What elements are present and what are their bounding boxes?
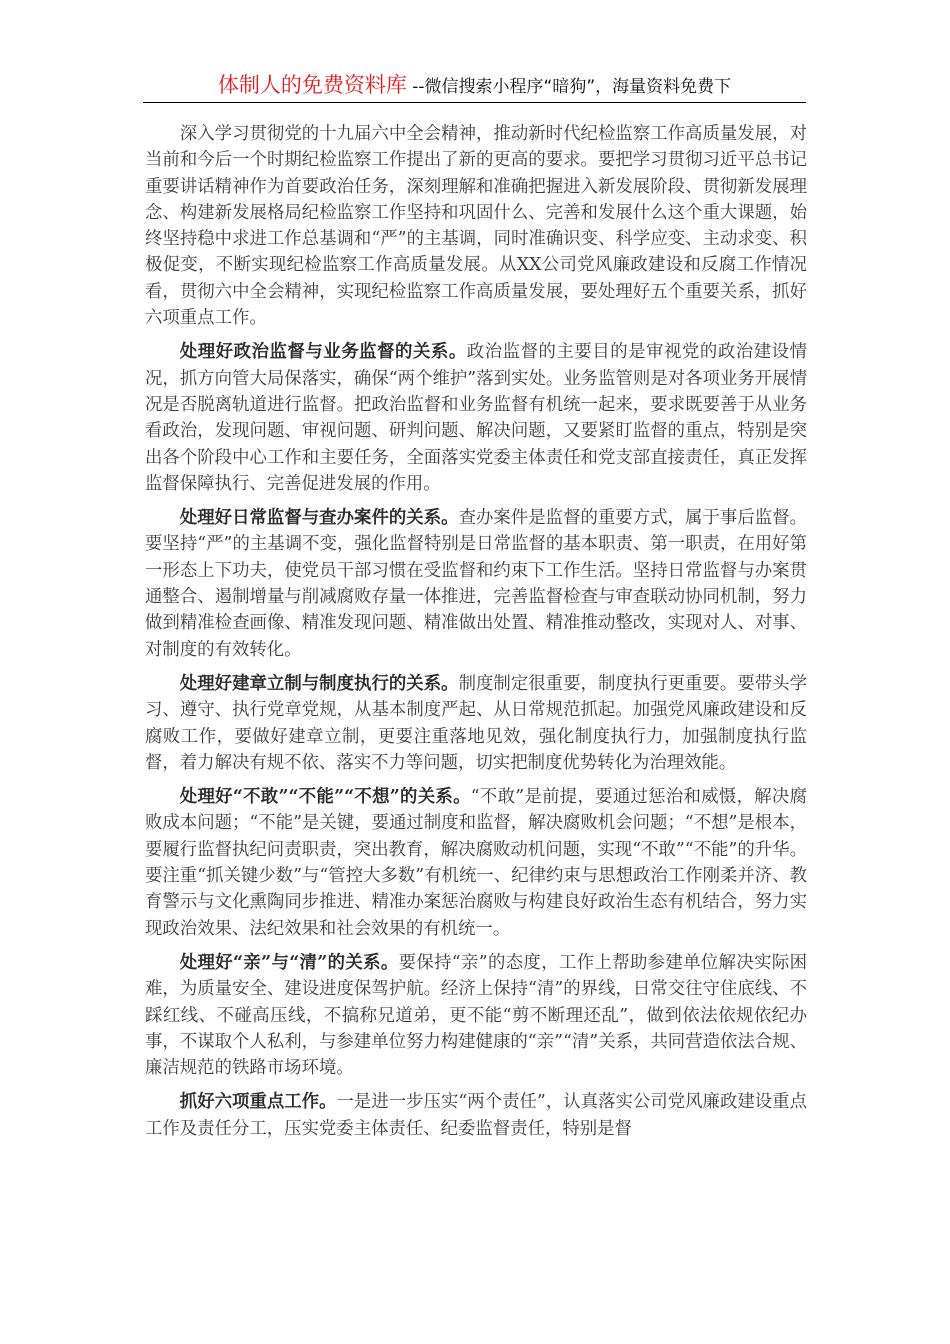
paragraph-text: 政治监督的主要目的是审视党的政治建设情况，抓方向管大局保落实，确保“两个维护”落到实处。业务监管则是对各项业务开展情况是否脱离轨道进行监督。把政治监督和业务监督有机统一起来，要求既要善于从业务看政治，发现问题、审视问题、研判问题、解决问题，又要紧盯监督的重点，特别是突出各个阶段中心工作和主要任务，全面落实党委主体责任和党支部直接责任，真正发挥监督保障执行、完善促进发展的作用。 (145, 342, 807, 494)
paragraph-text: 制度制定很重要，制度执行更重要。要带头学习、遵守、执行党章党规，从基本制度严起、从日常规范抓起。加强党风廉政建设和反腐败工作，要做好建章立制，更要注重落地见效，强化制度执行力，加强制度执行监督，着力解决有规不依、落实不力等问题，切实把制度优势转化为治理效能。 (145, 673, 807, 773)
header-slogan: --微信搜索小程序“暗狗”，海量资料免费下 (406, 77, 732, 97)
paragraph-qin-qing (145, 950, 807, 1081)
paragraph-heading: 处理好“亲”与“清”的关系。 (179, 952, 399, 973)
paragraph-intro (145, 121, 807, 331)
paragraph-text: 一是进一步压实“两个责任”，认真落实公司党风廉政建设重点工作及责任分工，压实党委主体责任、纪委监督责任，特别是督 (145, 1092, 807, 1139)
paragraph-rules-execution (145, 671, 807, 776)
paragraph-text: “不敢”是前提，要通过惩治和威慑，解决腐败成本问题；“不能”是关键，要通过制度和监督，解决腐败机会问题；“不想”是根本，要履行监督执纪问责职责，突出教育，解决腐败动机问题，实现“不敢”“不能”的升华。要注重“抓关键少数”与“管控大多数”有机统一、纪律约束与思想政治工作刚柔并济、教育警示与文化熏陶同步推进、精准办案惩治腐败与构建良好政治生态有机结合，努力实现政治效果、法纪效果和社会效果的有机统一。 (145, 787, 807, 939)
paragraph-six-tasks (145, 1089, 807, 1142)
paragraph-text: 深入学习贯彻党的十九届六中全会精神，推动新时代纪检监察工作高质量发展，对当前和今后一个时期纪检监察工作提出了新的更高的要求。要把学习贯彻习近平总书记重要讲话精神作为首要政治任务，深刻理解和准确把握进入新发展阶段、贯彻新发展理念、构建新发展格局纪检监察工作坚持和巩固什么、完善和发展什么这个重大课题，始终坚持稳中求进工作总基调和“严”的主基调，同时准确识变、科学应变、主动求变、积极促变，不断实现纪检监察工作高质量发展。从XX公司党风廉政建设和反腐工作情况看，贯彻六中全会精神，实现纪检监察工作高质量发展，要处理好五个重要关系，抓好六项重点工作。 (145, 124, 807, 329)
paragraph-heading: 处理好“不敢”“不能”“不想”的关系。 (179, 787, 471, 808)
paragraph-heading: 抓好六项重点工作。 (179, 1092, 337, 1113)
paragraph-heading: 处理好建章立制与制度执行的关系。 (179, 673, 459, 694)
page-header (143, 70, 806, 103)
paragraph-daily-supervision (145, 505, 807, 663)
paragraph-text: 查办案件是监督的重要方式，属于事后监督。要坚持“严”的主基调不变，强化监督特别是日常监督的基本职责、第一职责，在用好第一形态上下功夫，使党员干部习惯在受监督和约束下工作生活。坚持日常监督与办案贯通整合、遏制增量与削减腐败存量一体推进，完善监督检查与审查联动协同机制，努力做到精准检查画像、精准发现问题、精准做出处置、精准推动整改，实现对人、对事、对制度的有效转化。 (145, 508, 807, 660)
paragraph-political-supervision (145, 339, 807, 497)
paragraph-heading: 处理好日常监督与查办案件的关系。 (179, 508, 459, 529)
paragraph-heading: 处理好政治监督与业务监督的关系。 (179, 342, 467, 363)
document-body (145, 121, 807, 1150)
header-brand: 体制人的免费资料库 (217, 73, 407, 97)
paragraph-text: 要保持“亲”的态度，工作上帮助参建单位解决实际困难，为质量安全、建设进度保驾护航。经济上保持“清”的界线，日常交往守住底线、不踩红线、不碰高压线，不搞称兄道弟，更不能“剪不断理还乱”，做到依法依规依纪办事，不谋取个人私利，与参建单位努力构建健康的“亲”“清”关系，共同营造依法合规、廉洁规范的铁路市场环境。 (145, 952, 807, 1079)
paragraph-three-nots (145, 784, 807, 942)
